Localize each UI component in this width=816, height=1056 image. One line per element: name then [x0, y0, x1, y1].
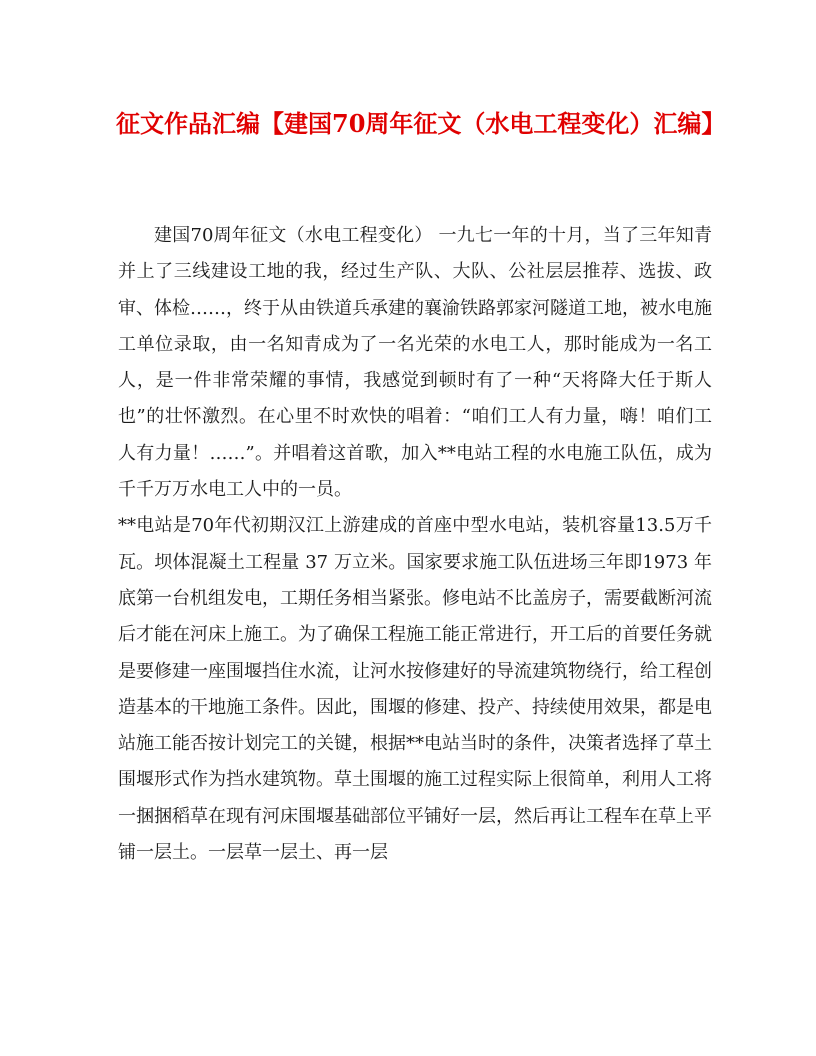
document-body: [118, 218, 712, 871]
paragraph-power-station: **电站是70年代初期汉江上游建成的首座中型水电站，装机容量13.5万千瓦。坝体混凝土工程量 37 万立米。国家要求施工队伍进场三年即1973 年底第一台机组发电，工期任务相当紧张。修电站不比盖房子，需要截断河流后才能在河床上施工。为了确保工程施工能正常进行，开工后的首要任务就是要修建一座围堰挡住水流，让河水按修建好的导流建筑物绕行，给工程创造基本的干地施工条件。因此，围堰的修建、投产、持续使用效果，都是电站施工能否按计划完工的关键，根据**电站当时的条件，决策者选择了草土围堰形式作为挡水建筑物。草土围堰的施工过程实际上很简单，利用人工将一捆捆稻草在现有河床围堰基础部位平铺好一层，然后再让工程车在草上平铺一层土。一层草一层土、再一层: [118, 515, 712, 864]
paragraph-intro: 建国70周年征文（水电工程变化） 一九七一年的十月，当了三年知青并上了三线建设工地的我，经过生产队、大队、公社层层推荐、选拔、政审、体检……，终于从由铁道兵承建的襄渝铁路郭家河隧道工地，被水电施工单位录取，由一名知青成为了一名光荣的水电工人，那时能成为一名工人，是一件非常荣耀的事情，我感觉到顿时有了一种“天将降大任于斯人也”的壮怀激烈。在心里不时欢快的唱着：“咱们工人有力量，嗨！咱们工人有力量！……”。并唱着这首歌，加入**电站工程的水电施工队伍，成为千千万万水电工人中的一员。: [118, 225, 712, 501]
document-title: 征文作品汇编【建国70周年征文（水电工程变化）汇编】: [116, 109, 726, 138]
